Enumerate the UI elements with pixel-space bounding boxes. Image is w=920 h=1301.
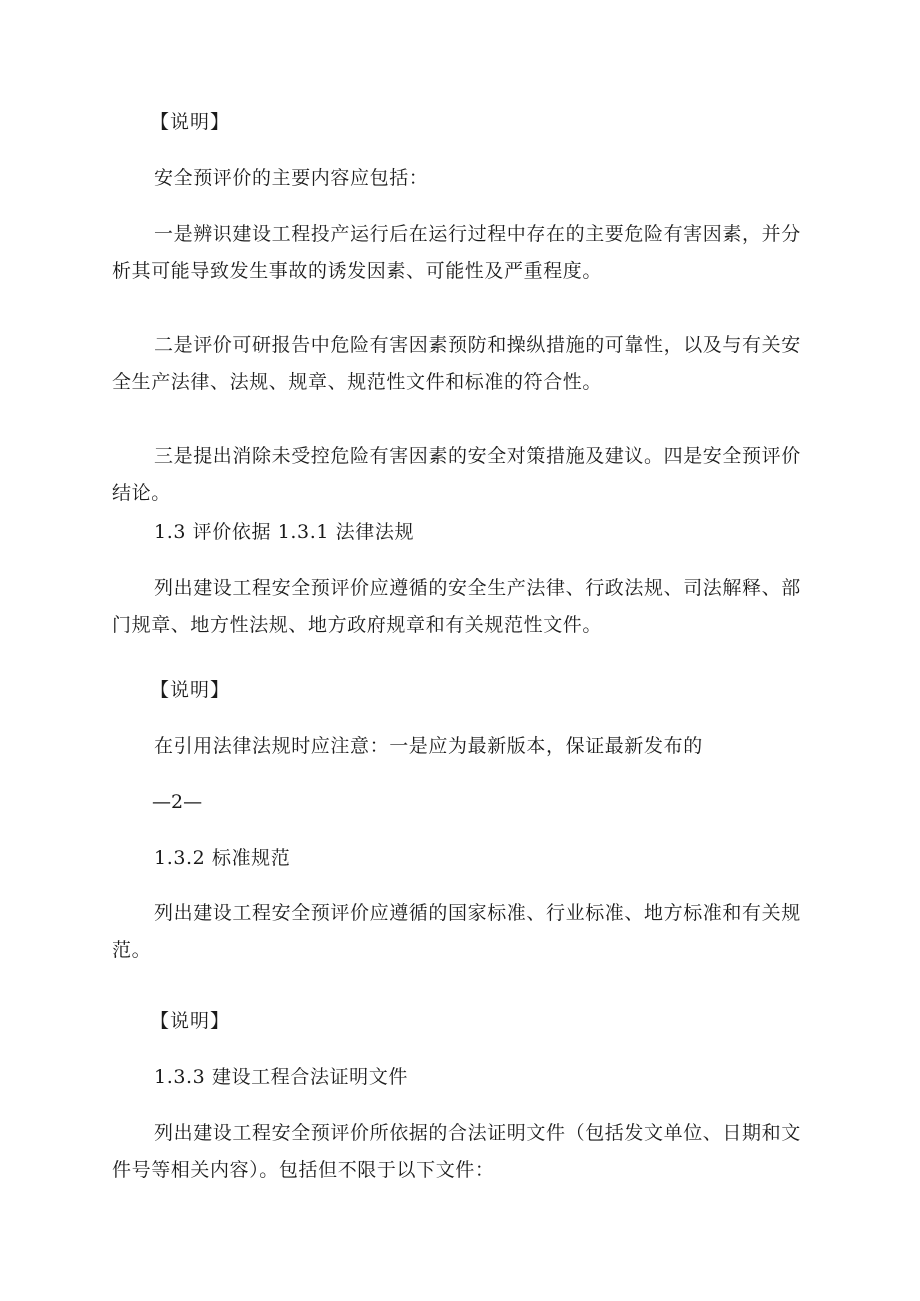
paragraph: 列出建设工程安全预评价应遵循的安全生产法律、行政法规、司法解释、部门规章、地方性法规、地方政府规章和有关规范性文件。: [112, 577, 801, 636]
section-heading: 1.3.3 建设工程合法证明文件: [154, 1066, 408, 1088]
paragraph: 安全预评价的主要内容应包括：: [154, 167, 429, 189]
page-number: —2—: [152, 791, 203, 813]
section-heading: 1.3.2 标准规范: [154, 847, 291, 869]
note-heading: 【说明】: [150, 111, 231, 133]
paragraph: 一是辨识建设工程投产运行后在运行过程中存在的主要危险有害因素，并分析其可能导致发生事故的诱发因素、可能性及严重程度。: [112, 223, 801, 282]
paragraph: 列出建设工程安全预评价所依据的合法证明文件（包括发文单位、日期和文件号等相关内容）。包括但不限于以下文件：: [112, 1122, 801, 1181]
paragraph: 列出建设工程安全预评价应遵循的国家标准、行业标准、地方标准和有关规范。: [112, 902, 801, 961]
paragraph: 二是评价可研报告中危险有害因素预防和操纵措施的可靠性，以及与有关安全生产法律、法规、规章、规范性文件和标准的符合性。: [112, 334, 801, 393]
section-heading: 1.3 评价依据 1.3.1 法律法规: [154, 521, 415, 543]
note-heading: 【说明】: [150, 679, 231, 701]
paragraph: 三是提出消除未受控危险有害因素的安全对策措施及建议。四是安全预评价结论。: [112, 445, 801, 504]
note-heading: 【说明】: [150, 1010, 231, 1032]
paragraph: 在引用法律法规时应注意：一是应为最新版本，保证最新发布的: [154, 735, 703, 757]
